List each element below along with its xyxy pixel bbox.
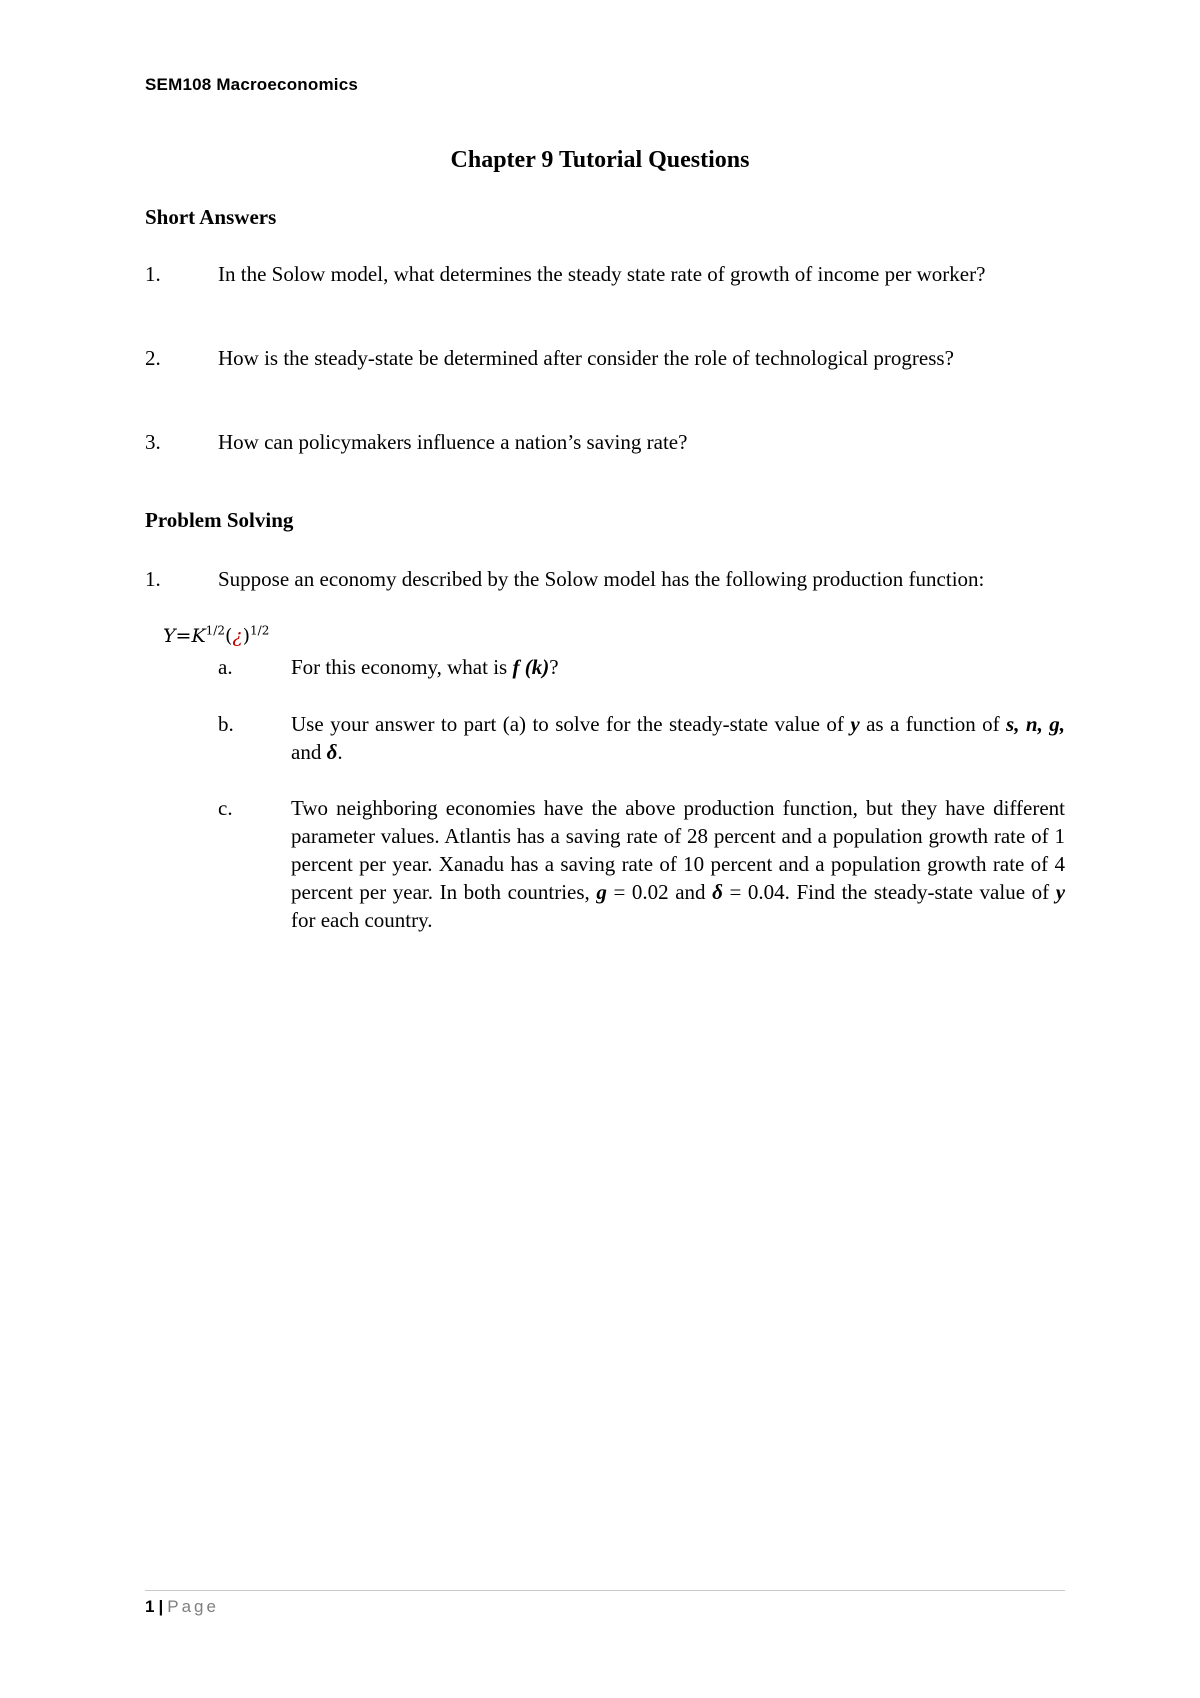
problem-part-c xyxy=(218,794,1065,934)
part-label: b. xyxy=(218,712,234,736)
footer-divider xyxy=(145,1590,1065,1591)
short-answers-heading: Short Answers xyxy=(145,205,277,229)
part-text: Use your answer to part (a) to solve for the steady-state value of y as a function of s, n, g, and δ. xyxy=(291,712,1065,764)
page-number: 1 xyxy=(145,1597,155,1616)
short-answer-item-2 xyxy=(145,344,1065,372)
item-number: 2. xyxy=(145,346,161,370)
item-number: 3. xyxy=(145,430,161,454)
problem-solving-heading: Problem Solving xyxy=(145,508,294,532)
short-answer-item-1 xyxy=(145,260,1065,288)
part-text: Two neighboring economies have the above production function, but they have different parameter values. Atlantis has a saving rate of 28 percent and a population growth rate of 1 percent per year. Xanadu has a saving rate of 10 percent and a population growth rate of 4 percent per year. In both countries, g = 0.02 and δ = 0.04. Find the steady-state value of y for each country. xyxy=(291,796,1066,932)
page-title: Chapter 9 Tutorial Questions xyxy=(450,147,750,173)
production-function-formula: $Y=K^{1/2}(¿)^{1/2}$ xyxy=(163,623,270,647)
problem-item-1 xyxy=(145,565,1065,593)
part-label: a. xyxy=(218,655,233,679)
item-text: How can policymakers influence a nation’s saving rate? xyxy=(218,430,688,454)
footer-separator: | xyxy=(158,1597,164,1616)
document-header: SEM108 Macroeconomics xyxy=(145,75,359,94)
item-text: In the Solow model, what determines the steady state rate of growth of income per worker? xyxy=(218,262,986,286)
part-text: For this economy, what is f (k)? xyxy=(291,655,559,679)
item-number: 1. xyxy=(145,567,161,591)
short-answer-item-3 xyxy=(145,428,1065,456)
part-label: c. xyxy=(218,796,233,820)
problem-part-b xyxy=(218,710,1065,766)
page-footer xyxy=(145,1597,219,1617)
item-text: Suppose an economy described by the Solow model has the following production function: xyxy=(218,567,985,591)
item-text: How is the steady-state be determined after consider the role of technological progress? xyxy=(218,346,954,370)
problem-part-a xyxy=(218,653,1065,681)
item-number: 1. xyxy=(145,262,161,286)
page-label: Page xyxy=(167,1597,219,1616)
